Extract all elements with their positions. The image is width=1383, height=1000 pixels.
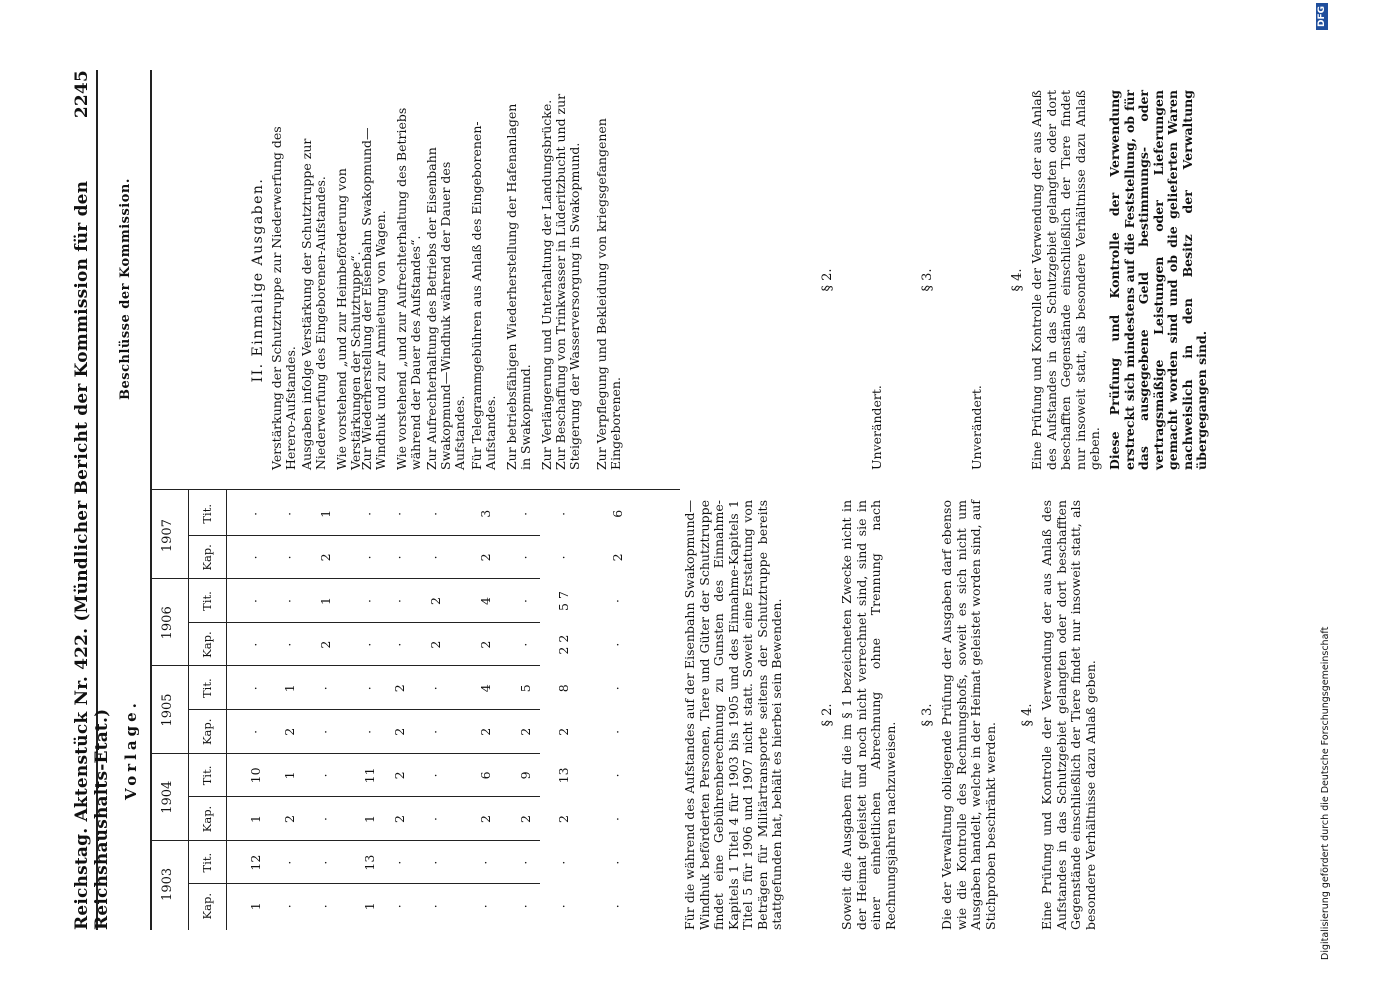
right-paragraph-2: Unverändert. <box>869 385 884 470</box>
table-cell: · <box>362 555 377 560</box>
table-cell: · <box>248 511 263 516</box>
table-cell: 12 <box>248 854 263 871</box>
items-heading: II. Einmalige Ausgaben. <box>250 177 266 383</box>
table-cell: · <box>282 860 297 865</box>
table-subheader: Kap. <box>200 805 214 833</box>
table-cell: · <box>362 599 377 603</box>
table-subheader: Tit. <box>200 591 214 611</box>
table-cell: 4 <box>478 684 493 693</box>
table-cell: 13 <box>556 767 571 784</box>
right-section-title: Beschlüsse der Kommission. <box>118 178 133 400</box>
header-title: Reichstag. Aktenstück Nr. 422. (Mündlicher Bericht der Kommission für den Reichshaushalts-Etat.) <box>72 180 112 930</box>
right-section-3: § 3. <box>920 268 935 292</box>
table-subheader: Tit. <box>200 765 214 786</box>
table-subheader: Tit. <box>200 504 214 524</box>
right-paragraph-4-amendment: Diese Prüfung und Kontrolle der Verwendung erstreckt sich mindestens auf die Feststellung, ob für das ausgegebene Geld bestimmungs- oder vertragsmäßige Leistungen oder Lieferungen gemacht worden sind und ob die gelieferten Waren nachweislich in den Besitz der Verwaltung übergegangen sind. <box>1107 90 1209 470</box>
table-cell: · <box>248 642 263 647</box>
table-cell: 5 7 <box>556 591 571 611</box>
table-cell: 8 <box>556 684 571 693</box>
table-cell: · <box>428 686 443 691</box>
table-subheader: Tit. <box>200 852 214 873</box>
table-cell: · <box>518 555 533 560</box>
left-paragraph-2: Soweit die Ausgaben für die im § 1 bezeichneten Zwecke nicht in der Heimat geleistet und noch nicht verrechnet sind, sind sie in einer einheitlichen Abrechnung ohne Trennung nach Rechnungsjahren nachzuweisen. <box>839 500 898 930</box>
table-cell: · <box>282 599 297 603</box>
table-cell: 10 <box>248 767 263 784</box>
left-section-title: Vorlage. <box>122 699 140 800</box>
table-cell: · <box>392 642 407 647</box>
table-cell: · <box>610 817 625 821</box>
table-cell: 2 2 <box>556 634 571 655</box>
table-cell: 2 <box>282 815 297 823</box>
digitization-credit: Digitalisierung gefördert durch die Deutsche Forschungsgemeinschaft <box>1320 626 1331 960</box>
table-cell: · <box>478 860 493 865</box>
right-section-2: § 2. <box>820 268 835 292</box>
table-cell: · <box>518 860 533 865</box>
table-cell: · <box>392 904 407 909</box>
column-divider <box>150 489 680 490</box>
table-cell: · <box>556 860 571 865</box>
item-description: Zur Aufrechterhaltung des Betriebs der Eisenbahn Swakopmund—Windhuk während der Dauer des Aufstandes. <box>424 147 467 470</box>
table-year-1903: 1903 <box>160 867 175 901</box>
item-description: Zur Verlängerung und Unterhaltung der Landungsbrücke. Zur Beschaffung von Trinkwasser in Lüderitzbucht und zur Steigerung der Wasserversorgung in Swakopmund. <box>539 93 582 470</box>
subcol-divider <box>188 796 540 797</box>
table-cell: · <box>282 904 297 909</box>
table-cell: · <box>428 729 443 734</box>
table-cell: 1 <box>282 771 297 780</box>
table-cell: 13 <box>362 854 377 871</box>
table-cell: · <box>318 729 333 734</box>
table-cell: · <box>318 773 333 778</box>
table-cell: 2 <box>610 553 625 562</box>
subcol-divider <box>188 535 540 536</box>
table-cell: · <box>318 817 333 821</box>
table-cell: · <box>248 555 263 560</box>
table-cell: 2 <box>392 815 407 823</box>
table-cell: 1 <box>318 509 333 518</box>
item-description: Verstärkung der Schutztruppe zur Niederwerfung des Herero-Aufstandes. <box>269 126 298 470</box>
item-description: Ausgaben infolge Verstärkung der Schutztruppe zur Niederwerfung des Eingeborenen-Aufstandes. <box>299 138 328 470</box>
table-cell: 3 <box>478 509 493 518</box>
table-cell: · <box>428 555 443 560</box>
table-cell: · <box>556 511 571 516</box>
left-section-4: § 4. <box>1020 703 1035 727</box>
table-subheader: Kap. <box>200 544 214 571</box>
dfg-logo: DFG <box>1316 3 1328 30</box>
item-description: Zur Verpflegung und Bekleidung von kriegsgefangenen Eingeborenen. <box>594 118 623 470</box>
table-cell: · <box>610 686 625 691</box>
table-cell: 1 <box>362 815 377 823</box>
table-cell: 2 <box>478 815 493 823</box>
table-cell: 2 <box>282 727 297 736</box>
table-cell: 6 <box>478 771 493 780</box>
item-description: Wie vorstehend „und zur Heimbeförderung von Verstärkungen der Schutztruppe“. <box>334 168 363 470</box>
table-cell: · <box>610 599 625 603</box>
table-cell: 9 <box>518 771 533 780</box>
table-cell: 2 <box>478 640 493 649</box>
table-year-1907: 1907 <box>160 519 175 553</box>
table-cell: · <box>518 642 533 647</box>
subcol-divider <box>188 883 540 884</box>
table-year-1906: 1906 <box>160 606 175 640</box>
item-description: Wie vorstehend „und zur Aufrechterhaltung des Betriebs während der Dauer des Aufstandes“. <box>394 107 423 470</box>
table-subheader: Kap. <box>200 718 214 746</box>
item-description: Zur betriebsfähigen Wiederherstellung der Hafenanlagen in Swakopmund. <box>504 103 533 470</box>
table-cell: 2 <box>392 771 407 780</box>
table-cell: 2 <box>518 815 533 823</box>
item-description: Zur Wiederherstellung der Eisenbahn Swakopmund—Windhuk und zur Anmietung von Wagen. <box>359 127 388 470</box>
table-cell: · <box>610 904 625 909</box>
table-cell: · <box>428 817 443 821</box>
left-paragraph-1: Für die während des Aufstandes auf der Eisenbahn Swakopmund—Windhuk beförderten Personen, Tiere und Güter der Schutztruppe findet eine Gebührenberechnung zu Gunsten des Einnahme-Kapitels 1 Titel 4 für 1903 bis 1905 und des Einnahme-Kapitels 1 Titel 5 für 1906 und 1907 nicht statt. Soweit eine Erstattung von Beträgen für Militärtransporte seitens der Schutztruppe bereits stattgefunden hat, behält es hierbei sein Bewenden. <box>682 500 784 930</box>
table-cell: 2 <box>428 597 443 605</box>
table-header-rule <box>226 490 227 930</box>
table-cell: · <box>556 904 571 909</box>
table-top-rule <box>150 70 152 930</box>
table-cell: · <box>428 904 443 909</box>
table-year-1905: 1905 <box>160 693 175 727</box>
table-cell: · <box>318 686 333 691</box>
table-cell: 2 <box>392 684 407 693</box>
page-number: 2245 <box>72 70 92 119</box>
subcol-divider <box>188 622 540 623</box>
table-cell: 2 <box>478 553 493 562</box>
table-cell: · <box>318 860 333 865</box>
right-paragraph-4: Eine Prüfung und Kontrolle der Verwendung der aus Anlaß des Aufstandes in das Schutzgebiet gelangten oder dort beschafften Gegenstände einschließlich der Tiere findet nur insoweit statt, als besondere Verhältnisse dazu Anlaß geben. <box>1029 90 1102 470</box>
table-cell: · <box>428 511 443 516</box>
table-cell: 2 <box>518 727 533 736</box>
table-cell: · <box>362 729 377 734</box>
page-header <box>72 70 112 930</box>
right-paragraph-3: Unverändert. <box>969 385 984 470</box>
subcol-divider <box>188 709 540 710</box>
table-cell: · <box>518 511 533 516</box>
table-cell: 2 <box>556 815 571 823</box>
table-cell: · <box>610 729 625 734</box>
table-cell: · <box>610 773 625 778</box>
table-cell: · <box>556 555 571 560</box>
table-cell: · <box>248 729 263 734</box>
table-subheader: Kap. <box>200 892 214 920</box>
table-cell: 1 <box>318 597 333 605</box>
table-cell: · <box>362 642 377 647</box>
table-cell: 2 <box>556 727 571 736</box>
table-cell: 1 <box>282 684 297 693</box>
table-cell: · <box>392 860 407 865</box>
right-section-4: § 4. <box>1010 268 1025 292</box>
table-cell: · <box>518 904 533 909</box>
table-cell: · <box>392 599 407 603</box>
table-cell: · <box>362 511 377 516</box>
table-cell: · <box>248 599 263 603</box>
table-cell: · <box>392 555 407 560</box>
table-cell: · <box>282 511 297 516</box>
table-cell: · <box>610 860 625 865</box>
table-cell: · <box>428 860 443 865</box>
left-paragraph-3: Die der Verwaltung obliegende Prüfung der Ausgaben darf ebenso wie die Kontrolle des Rechnungshofs, soweit es sich nicht um Ausgaben handelt, welche in der Heimat geleistet worden sind, auf Stichproben beschränkt werden. <box>939 500 998 930</box>
table-cell: 1 <box>248 815 263 823</box>
table-cell: 2 <box>428 640 443 649</box>
table-cell: · <box>282 555 297 560</box>
left-section-2: § 2. <box>820 703 835 727</box>
table-cell: · <box>518 599 533 603</box>
left-section-3: § 3. <box>920 703 935 727</box>
table-cell: 2 <box>478 727 493 736</box>
table-cell: · <box>282 642 297 647</box>
table-cell: · <box>318 904 333 909</box>
table-cell: · <box>248 686 263 691</box>
table-year-1904: 1904 <box>160 780 175 814</box>
table-cell: 1 <box>248 902 263 911</box>
table-cell: 2 <box>318 640 333 649</box>
table-subheader: Tit. <box>200 678 214 699</box>
table-cell: · <box>392 511 407 516</box>
table-cell: · <box>610 642 625 647</box>
table-cell: 4 <box>478 597 493 605</box>
table-cell: · <box>428 773 443 778</box>
table-cell: 5 <box>518 684 533 693</box>
table-cell: 6 <box>610 509 625 518</box>
table-cell: 2 <box>392 727 407 736</box>
table-cell: 2 <box>318 553 333 562</box>
table-cell: · <box>362 686 377 691</box>
table-cell: 1 <box>362 902 377 911</box>
left-paragraph-4: Eine Prüfung und Kontrolle der Verwendung der aus Anlaß des Aufstandes in das Schutzgebiet gelangten oder dort beschafften Gegenstände einschließlich der Tiere findet nur insoweit statt, als besondere Verhältnisse dazu Anlaß geben. <box>1039 500 1098 930</box>
table-cell: · <box>478 904 493 909</box>
table-subheader: Kap. <box>200 631 214 658</box>
table-cell: 11 <box>362 767 377 784</box>
item-description: Für Telegrammgebühren aus Anlaß des Eingeborenen-Aufstandes. <box>469 121 498 470</box>
table-year-rule <box>188 490 189 930</box>
